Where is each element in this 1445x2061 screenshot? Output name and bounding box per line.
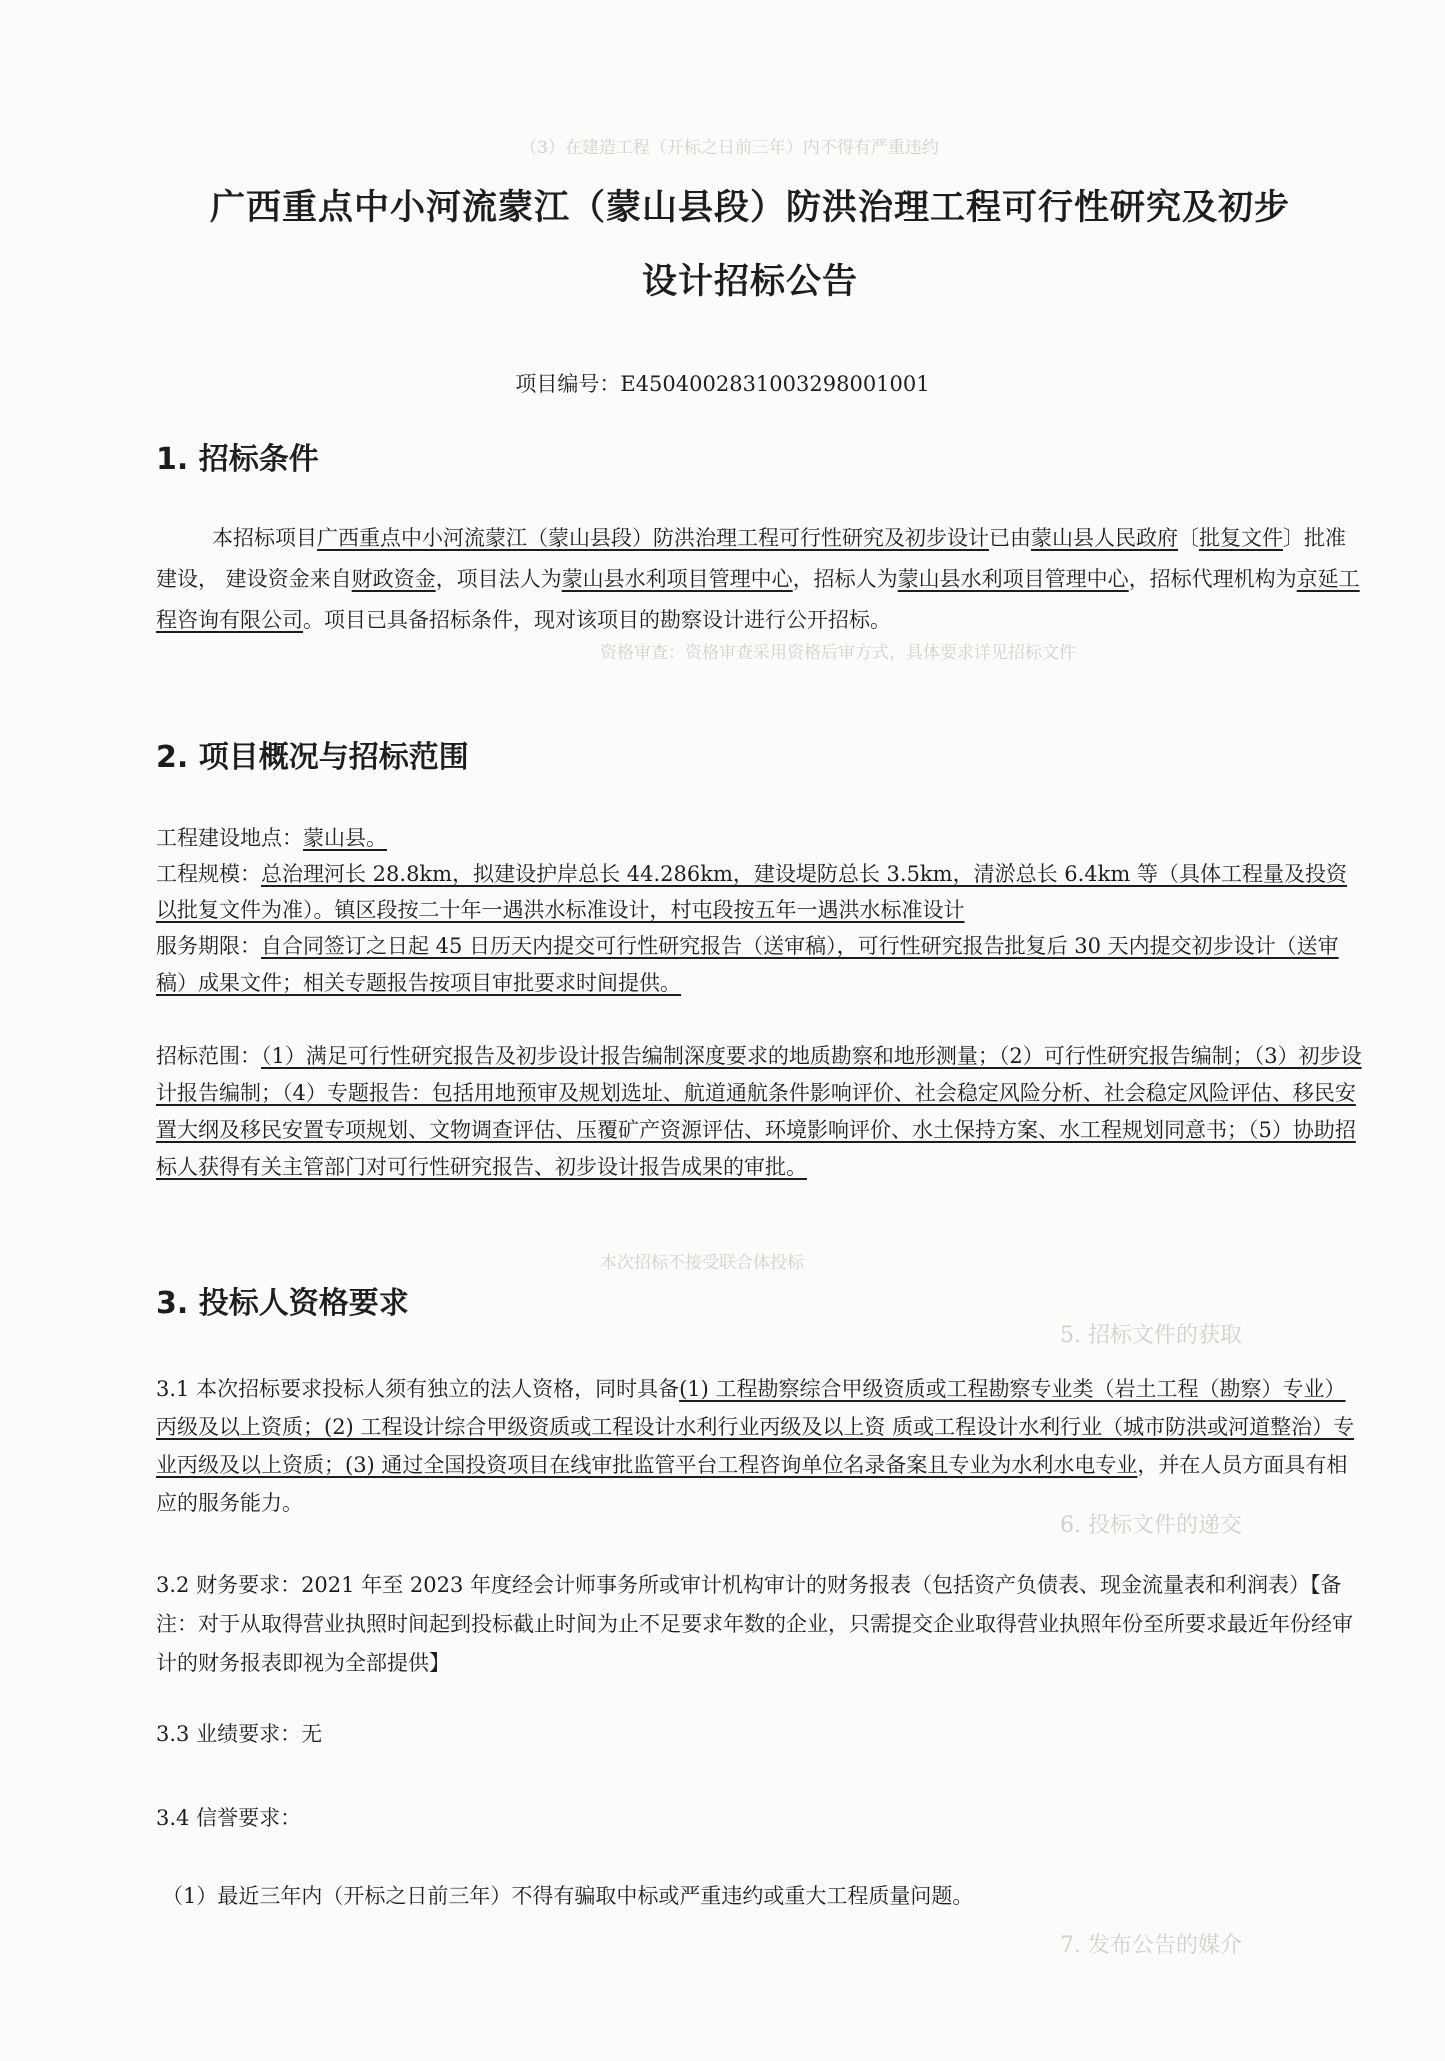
location-line: 工程建设地点：蒙山县。 (156, 826, 387, 850)
credit-requirement-label: 3.4 信誉要求： (156, 1806, 302, 1830)
section-heading: 2. 项目概况与招标范围 (156, 740, 469, 775)
scale-paragraph: 工程规模：总治理河长 28.8km，拟建设护岸总长 44.286km，建设堤防总长 3.5km，清淤总长 6.4km 等（具体工程量及投资以批复文件为准）。镇区段按二十年一遇洪水标准设计，村屯段按五年一遇洪水标准设计 (156, 862, 1347, 922)
bleed-through-text: 本次招标不接受联合体投标 (600, 1253, 804, 1273)
financial-requirement-paragraph: 3.2 财务要求：2021 年至 2023 年度经会计师事务所或审计机构审计的财务报表（包括资产负债表、现金流量表和利润表）【备注：对于从取得营业执照时间起到投标截止时间为止不足要求年数的企业，只需提交企业取得营业执照年份至所要求最近年份经审计的财务报表即视为全部提供】 (156, 1573, 1353, 1675)
bleed-through-text: 7. 发布公告的媒介 (1060, 1933, 1242, 1958)
project-number: 项目编号：E4504002831003298001001 (515, 372, 930, 396)
performance-requirement: 3.3 业绩要求：无 (156, 1722, 323, 1746)
document-title-line2: 设计招标公告 (641, 262, 858, 302)
qualification-paragraph: 3.1 本次招标要求投标人须有独立的法人资格，同时具备(1) 工程勘察综合甲级资质或工程勘察专业类（岩土工程（勘察）专业）丙级及以上资质；(2) 工程设计综合甲级资质或工程设计水利行业丙级及以上资 质或工程设计水利行业（城市防洪或河道整治）专业丙级及以上资质；(3) 通过全国投资项目在线审批监管平台工程咨询单位名录备案且专业为水利水电专业，并在人员方面具有相应的服务能力。 (156, 1377, 1355, 1515)
scope-paragraph: 招标范围：（1）满足可行性研究报告及初步设计报告编制深度要求的地质勘察和地形测量；（2）可行性研究报告编制；（3）初步设计报告编制；（4）专题报告：包括用地预审及规划选址、航道通航条件影响评价、社会稳定风险分析、社会稳定风险评估、移民安置大纲及移民安置专项规划、文物调查评估、压覆矿产资源评估、环境影响评价、水土保持方案、水工程规划同意书；（5）协助招标人获得有关主管部门对可行性研究报告、初步设计报告成果的审批。 (156, 1044, 1362, 1179)
section1-paragraph: 本招标项目广西重点中小河流蒙江（蒙山县段）防洪治理工程可行性研究及初步设计已由蒙山县人民政府〔批复文件〕批准建设， 建设资金来自财政资金，项目法人为蒙山县水利项目管理中心，招标人为蒙山县水利项目管理中心，招标代理机构为京延工程咨询有限公司。项目已具备招标条件，现对该项目的勘察设计进行公开招标。 (156, 526, 1360, 632)
bleed-through-text: 5. 招标文件的获取 (1060, 1323, 1242, 1348)
section-heading: 3. 投标人资格要求 (156, 1286, 409, 1321)
bleed-through-text: 资格审查：资格审查采用资格后审方式，具体要求详见招标文件 (600, 643, 1076, 663)
section-heading: 1. 招标条件 (156, 442, 319, 477)
document-title-line1: 广西重点中小河流蒙江（蒙山县段）防洪治理工程可行性研究及初步 (209, 188, 1290, 228)
bleed-through-text: （3）在建造工程（开标之日前三年）内不得有严重违约 (520, 138, 939, 158)
period-paragraph: 服务期限：自合同签订之日起 45 日历天内提交可行性研究报告（送审稿），可行性研究报告批复后 30 天内提交初步设计（送审稿）成果文件；相关专题报告按项目审批要求时间提供。 (156, 934, 1339, 995)
credit-requirement-item: （1）最近三年内（开标之日前三年）不得有骗取中标或严重违约或重大工程质量问题。 (162, 1884, 974, 1908)
bleed-through-text: 6. 投标文件的递交 (1060, 1513, 1242, 1538)
